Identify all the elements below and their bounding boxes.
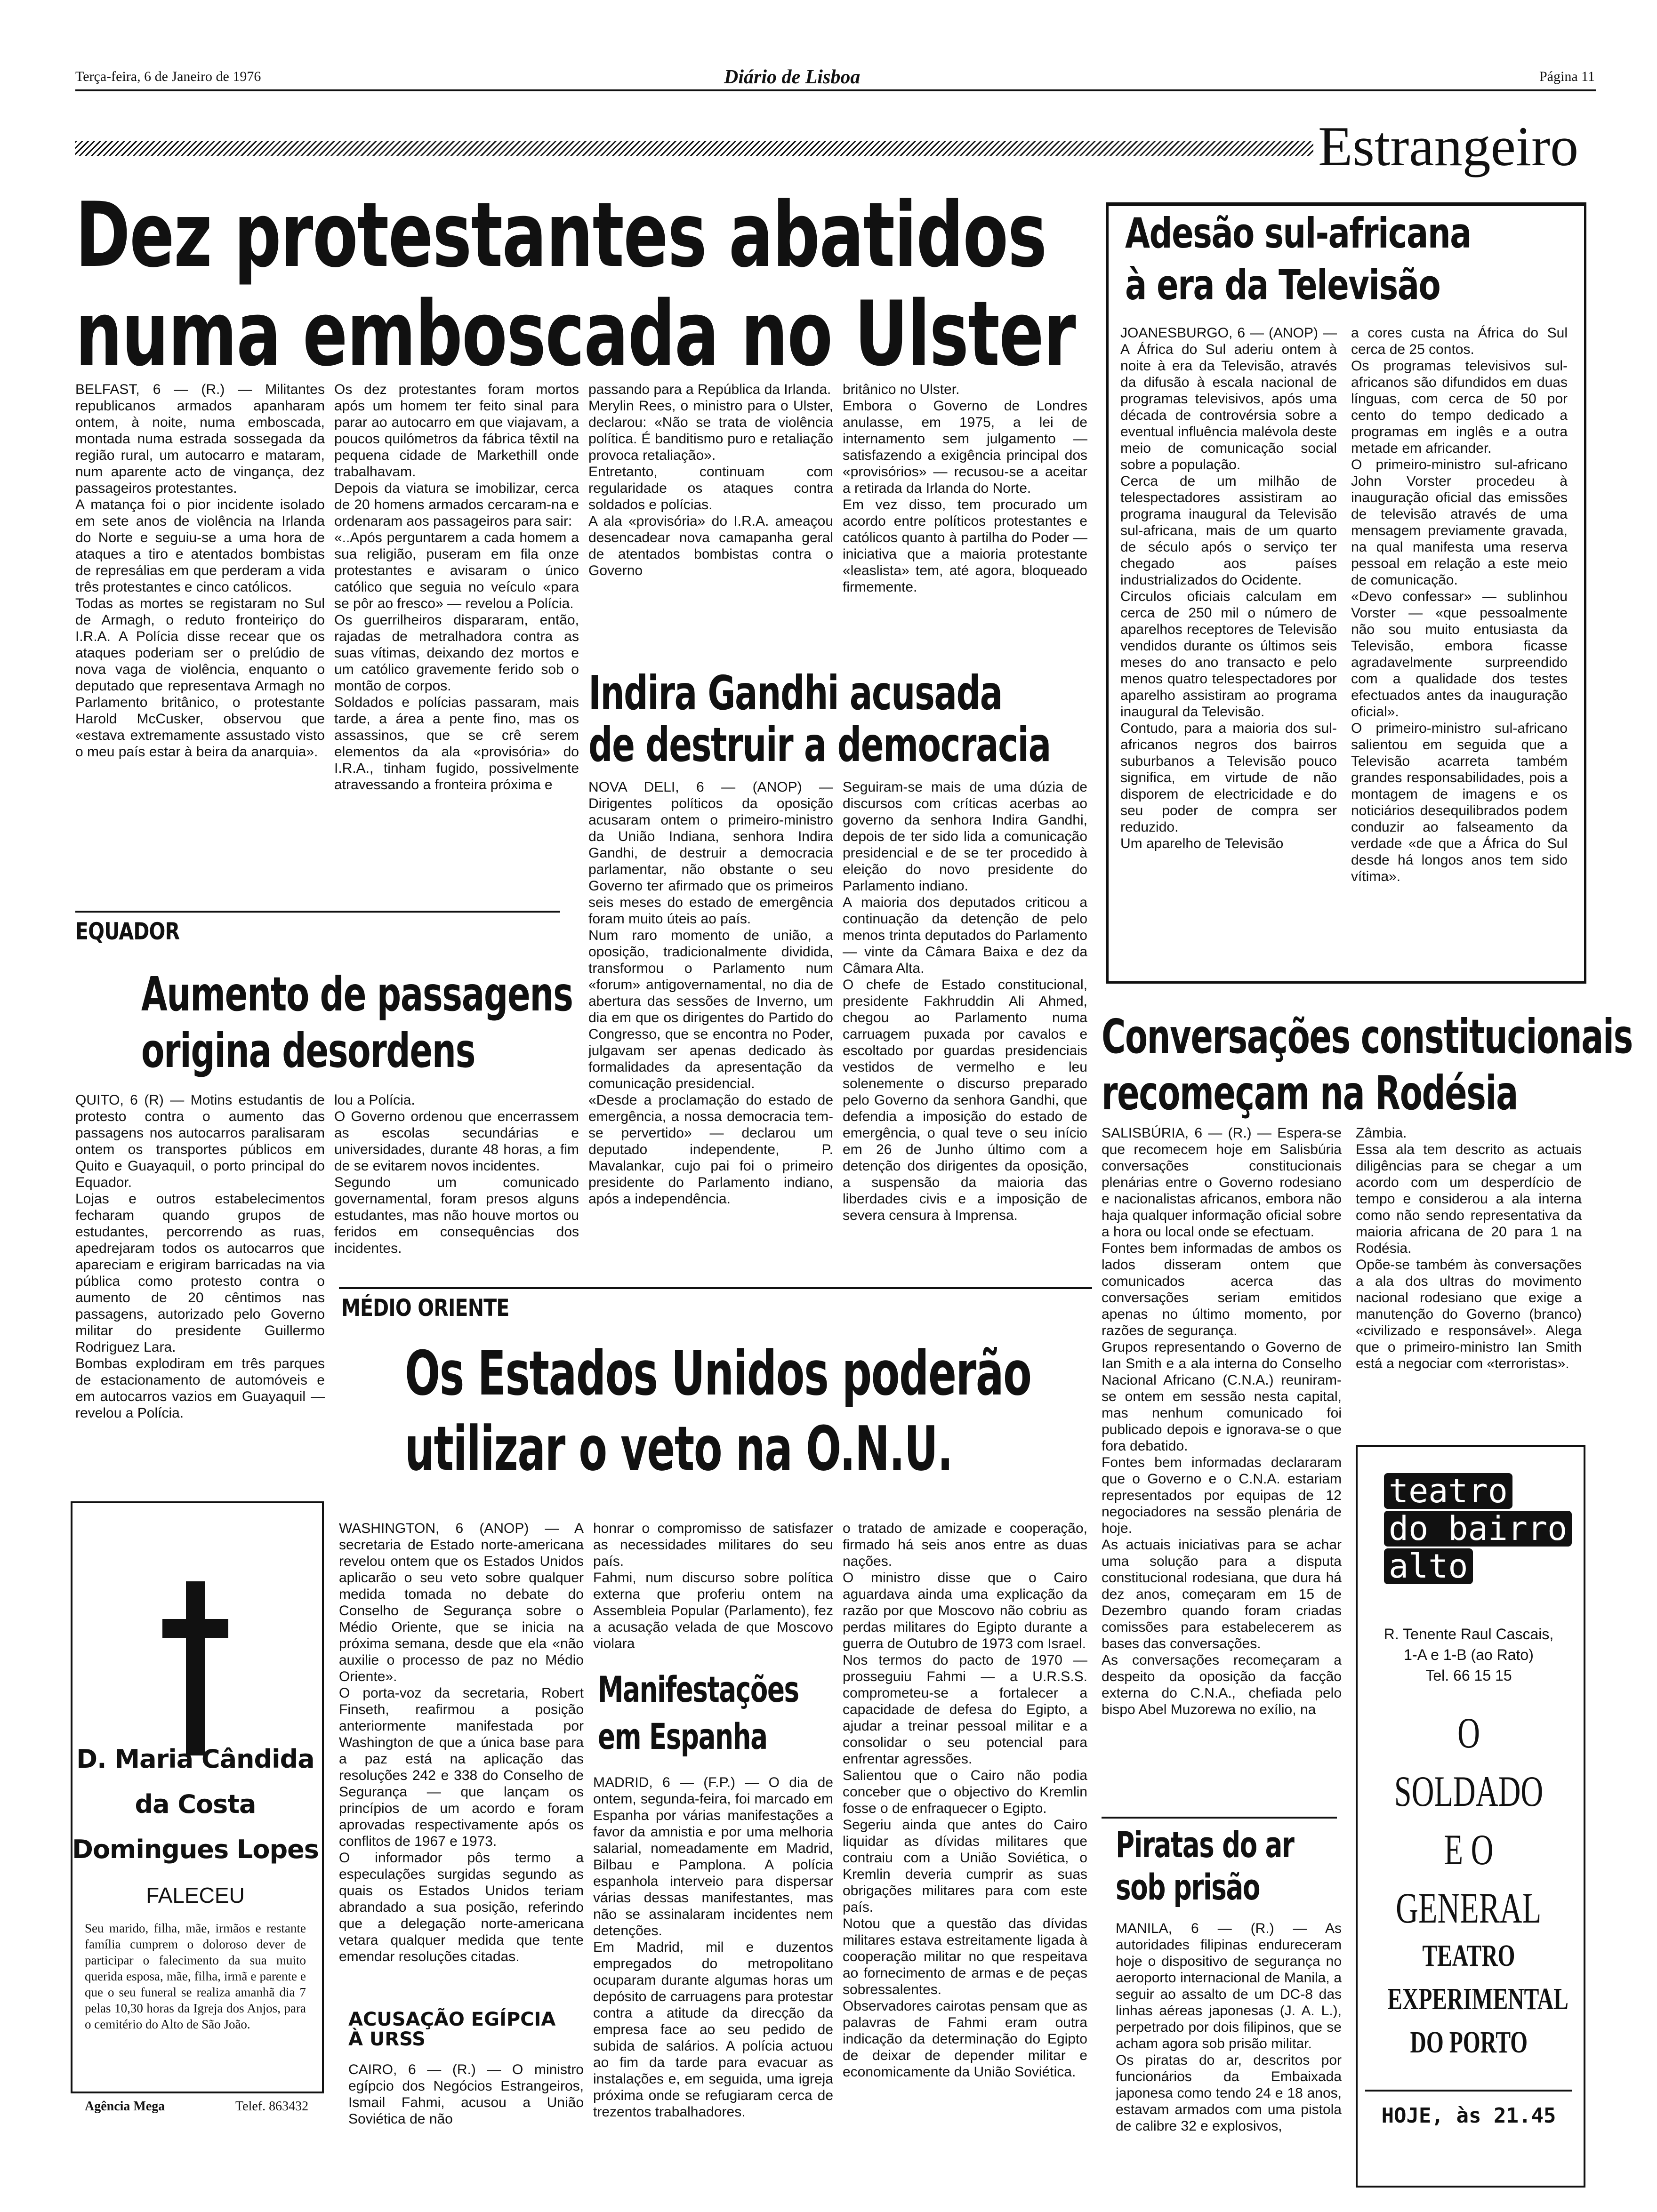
rhodesia-article-col1: SALISBÚRIA, 6 — (R.) — Espera-se que recomecem hoje em Salisbúria conversações constitucionais plenárias entre o Governo rodesiano e nacionalistas africanos, embora não haja qualquer informação oficial sobre a hora ou local onde se efectuam. Fontes bem informadas de ambos os lados disseram ontem que comunicados acerca das conversações seriam emitidos apenas no último momento, por razões de segurança. Grupos representando o Governo de Ian Smith e a ala interna do Conselho Nacional Africano (C.N.A.) reuniram-se ontem em sessão nesta capital, mas nenhum comunicado foi publicado depois e ignorava-se o que fora debatido. Fontes bem informadas declararam que o Governo e o C.N.A. estariam representados por equipas de 12 negociadores na sessão plenária de hoje. As actuais iniciativas para se achar uma solução para a disputa constitucional rodesiana, que dura há dez anos, começaram em 15 de Dezembro quando foram criadas comissões para estabelecerem as bases das conversações. As conversações recomeçaram a despeito da oposição da facção externa do C.N.A., chefiada pelo bispo Abel Muzorewa no exílio, na	[1102, 1125, 1342, 1717]
rhodesia-headline-line1: Conversações constitucionais	[1102, 1009, 1633, 1064]
pirates-headline-line1: Piratas do ar	[1116, 1824, 1294, 1866]
main-headline-line2: numa emboscada no Ulster	[75, 282, 1076, 386]
ecuador-top-rule	[75, 911, 560, 913]
main-article-col2: Os dez protestantes foram mortos após um homem ter feito sinal para parar ao autocarro em que viajavam, a poucos quilómetros da fábrica têxtil na pequena cidade de Markethill onde trabalhavam. Depois da viatura se imobilizar, cerca de 20 homens armados cercaram-na e ordenaram aos passageiros para sair: «..Após perguntarem a cada homem a sua religião, puseram em fila onze protestantes e avisaram o único católico que seguia no veículo «para se pôr ao fresco» — revelou a Polícia. Os guerrilheiros dispararam, então, rajadas de metralhadora contra as suas vítimas, deixando dez mortos e um católico gravemente ferido sob o montão de corpos. Soldados e polícias passaram, mais tarde, a área a pente fino, mas os assassinos, que se crê serem elementos da ala «provisória» do I.R.A., tinham fugido, possivelmente atravessando a fronteira próxima e	[334, 382, 579, 793]
theatre-address	[1356, 1624, 1582, 1686]
egypt-headline	[348, 2010, 555, 2049]
obituary-name	[71, 1737, 320, 1872]
main-headline	[75, 183, 1064, 287]
pirates-article-col1: MANILA, 6 — (R.) — As autoridades filipinas endureceram hoje o dispositivo de segurança no aeroporto internacional de Manila, a seguir ao assalto de um DC-8 das linhas aéreas japonesas (J. A. L.), perpetrado por dois filipinos, que se acham agora sob prisão militar. Os piratas do ar, descritos por funcionários da Embaixada japonesa como tendo 24 e 18 anos, estavam armados com uma pistola de calibre 32 e explosivos,	[1116, 1921, 1342, 2134]
africa-article-col2: a cores custa na África do Sul cerca de 25 contos. Os programas televisivos sul-africanos são difundidos em duas línguas, com cerca de 50 por cento do tempo dedicado a programas em inglês e a outra metade em africander. O primeiro-ministro sul-africano John Vorster procedeu à inauguração oficial das emissões de televisão através de uma mensagem previamente gravada, na qual manifesta uma reserva pessoal em relação a este meio de comunicação. «Devo confessar» — sublinhou Vorster — «que pessoalmente não sou muito entusiasta da Televisão, embora ficasse agradavelmente surpreendido com a qualidade dos testes efectuados antes da inauguração oficial». O primeiro-ministro sul-africano salientou em seguida que a Televisão acarreta também grandes responsabilidades, pois a montagem de imagens e os noticiários desequilibrados podem conduzir ao falseamento da verdade «de que a África do Sul desde há longos anos tem sido vítima».	[1351, 325, 1568, 884]
header-rule	[75, 89, 1596, 91]
theatre-play-line3: GENERAL	[1396, 1884, 1542, 1932]
theatre-showtime-rule	[1365, 2090, 1572, 2092]
rhodesia-headline-line2: recomeçam na Rodésia	[1102, 1066, 1518, 1121]
theatre-play-line2: E O	[1444, 1826, 1494, 1874]
rhodesia-article-col2: Zâmbia. Essa ala tem descrito as actuais diligências para se chegar a um acordo com um desperdício de tempo e considerou a ala interna como não sendo representativa da maioria africana de 20 para 1 na Rodésia. Opõe-se também às conversações a ala dos ultras do movimento nacional rodesiano que exige a manutenção do Governo (branco) «civilizado e responsável». Alega que o primeiro-ministro Ian Smith está a negociar com «terroristas».	[1356, 1125, 1582, 1371]
ecuador-headline-line2: origina desordens	[141, 1023, 475, 1078]
theatre-logo-line1: teatro	[1384, 1473, 1512, 1509]
spain-headline-line2: em Espanha	[598, 1715, 767, 1757]
theatre-company-line2: EXPERIMENTAL	[1387, 1982, 1569, 2016]
india-article-col1: NOVA DELI, 6 — (ANOP) — Dirigentes políticos da oposição acusaram ontem o primeiro-ministro da União Indiana, senhora Indira Gandhi, de destruir a democracia parlamentar, não obstante o seu Governo ter afirmado que os primeiros seis meses do estado de emergência foram muito úteis ao país. Num raro momento de união, a oposição, tradicionalmente dividida, transformou o Parlamento num «forum» antigovernamental, no dia de abertura das sessões de Inverno, um dia em que os dirigentes do Partido do Congresso, que se encontra no Poder, julgavam ser apenas dedicado às formalidades da apresentação da comunicação presidencial. «Desde a proclamação do estado de emergência, a nossa democracia tem-se pervertido» — declarou um deputado independente, P. Mavalankar, cujo pai foi o primeiro presidente do Parlamento indiano, após a independência.	[588, 779, 833, 1207]
obituary-agency: Agência Mega	[85, 2099, 165, 2114]
main-article-col3: passando para a República da Irlanda. Merylin Rees, o ministro para o Ulster, declarou: «Não se trata de violência política. É banditismo puro e retaliação provoca retaliação». Entretanto, continuam com regularidade os ataques contra soldados e polícias. A ala «provisória» do I.R.A. ameaçou desencadear nova camapanha geral de atentados bombistas contra o Governo	[588, 382, 833, 578]
pirates-headline-line2: sob prisão	[1116, 1866, 1260, 1908]
obituary-text: Seu marido, filha, mãe, irmãos e restante família cumprem o doloroso dever de participar o falecimento da sua muito querida esposa, mãe, filha, irmã e parente e que o seu funeral se realiza amanhã dia 7 pelas 10,30 horas da Igreja dos Anjos, para o cemitério do Alto de São João.	[85, 1921, 306, 2031]
section-hatch-bar	[75, 141, 1313, 156]
theatre-phone: Tel. 66 15 15	[1425, 1667, 1512, 1684]
africa-article-col1: JOANESBURGO, 6 — (ANOP) — A África do Sul aderiu ontem à noite à era da Televisão, através da difusão à escala nacional de programas televisivos, após uma década de controvérsia sobre a eventual influência malévola deste meio de comunicação social sobre a população. Cerca de um milhão de telespectadores assistiram ao programa inaugural da Televisão sul-africana, mais de um quarto de século após o serviço ter chegado aos países industrializados do Ocidente. Circulos oficiais calculam em cerca de 250 mil o número de aparelhos receptores de Televisão vendidos durante os últimos seis meses do ano transacto e pelo menos quatro telespectadores por aparelho assistiram ao programa inaugural da Televisão. Contudo, para a maioria dos sul-africanos negros dos bairros suburbanos a Televisão pouco significa, em virtude de não disporem de electricidade e do seu poder de compra ser reduzido. Um aparelho de Televisão	[1120, 325, 1337, 851]
africa-headline-line1: Adesão sul-africana	[1125, 209, 1471, 257]
section-title: Estrangeiro	[1318, 115, 1579, 177]
masthead: Diário de Lisboa	[720, 66, 864, 88]
main-article-col1: BELFAST, 6 — (R.) — Militantes republicanos armados apanharam ontem, à noite, numa emboscada, montada numa estrada sossegada da região rural, um autocarro e mataram, num aparente acto de vingança, dez passageiros protestantes. A matança foi o pior incidente isolado em sete anos de violência na Irlanda do Norte e seguiu-se a uma hora de ataques a tiro e atentados bombistas de represálias em que perderam a vida três protestantes e cinco católicos. Todas as mortes se registaram no Sul de Armagh, o reduto fronteiriço do I.R.A. A Polícia disse recear que os ataques poderiam ser o prelúdio de nova vaga de violência, enquanto o deputado que representava Armagh no Parlamento britânico, o protestante Harold McCusker, observou que «estava extremamente assustado visto o meu país estar à beira da anarquia».	[75, 382, 325, 760]
pirates-top-rule	[1102, 1817, 1337, 1819]
theatre-logo-line2: do bairro	[1384, 1511, 1572, 1547]
india-article-col2: Seguiram-se mais de uma dúzia de discursos com críticas acerbas ao governo da senhora Indira Gandhi, depois de ter sido lida a comunicação presidencial e de se ter procedido à eleição do novo presidente do Parlamento indiano. A maioria dos deputados criticou a continuação da detenção de pelo menos trinta deputados do Parlamento — vinte da Câmara Baixa e dez da Câmara Alta. O chefe de Estado constitucional, presidente Fakhruddin Ali Ahmed, chegou ao Parlamento numa carruagem puxada por cavalos e escoltado por guardas presidenciais vestidos de vermelho e leu solenemente o discurso preparado pelo Governo da senhora Gandhi, que defendia a imposição do estado de emergência, o qual teve o seu início em 26 de Junho último com a detenção dos dirigentes da oposição, a suspensão da maioria das liberdades civis e a imposição de severa censura à Imprensa.	[843, 779, 1087, 1223]
main-article-col4: britânico no Ulster. Embora o Governo de Londres anulasse, em 1975, a lei de internamento sem julgamento — satisfazendo a exigência principal dos «provisórios» — recusou-se a aceitar a retirada da Irlanda do Norte. Em vez disso, tem procurado um acordo entre políticos protestantes e católicos quanto à partilha do Poder — iniciativa que a maioria protestante «leaslista» tem, até agora, bloqueado firmemente.	[843, 382, 1087, 595]
egypt-headline-line1: ACUSAÇÃO EGÍPCIA	[348, 2009, 556, 2030]
main-headline-2	[75, 282, 1076, 386]
egypt-headline-line2: À URSS	[348, 2028, 426, 2050]
main-headline-line1: Dez protestantes abatidos	[75, 183, 1046, 287]
page-number: Página 11	[1539, 69, 1595, 84]
ecuador-article-col2: lou a Polícia. O Governo ordenou que encerrassem as escolas secundárias e universidades, durante 48 horas, a fim de se evitarem novos incidentes. Segundo um comunicado governamental, foram presos alguns estudantes, mas não houve mortos ou feridos em consequências dos incidentes.	[334, 1092, 579, 1256]
theatre-company-line3: DO PORTO	[1410, 2025, 1528, 2060]
theatre-company	[1356, 1934, 1582, 2064]
mideast-label: MÉDIO ORIENTE	[341, 1294, 509, 1322]
theatre-logo-line3: alto	[1384, 1548, 1473, 1584]
obituary-name-line1: D. Maria Cândida	[76, 1744, 314, 1774]
india-headline-line1: Indira Gandhi acusada	[588, 665, 1002, 721]
header-date: Terça-feira, 6 de Janeiro de 1976	[75, 69, 261, 84]
obituary-status: FALECEU	[146, 1883, 245, 1907]
mideast-top-rule	[339, 1287, 1092, 1289]
cross-icon	[162, 1581, 228, 1755]
theatre-address-line2: 1-A e 1-B (ao Rato)	[1404, 1646, 1534, 1663]
theatre-play-line1: O SOLDADO	[1394, 1709, 1544, 1815]
ecuador-article-col1: QUITO, 6 (R) — Motins estudantis de protesto contra o aumento das passagens nos autocarros paralisaram ontem os transportes públicos em Quito e Guayaquil, o porto principal do Equador. Lojas e outros estabelecimentos fecharam quando grupos de estudantes, percorrendo as ruas, apedrejaram todos os autocarros que apareciam e erigiram barricadas na via pública como protesto contra o aumento de 20 cêntimos nas passagens, autorizado pelo Governo militar do presidente Guillermo Rodriguez Lara. Bombas explodiram em três parques de estacionamento de automóveis e em autocarros vazios em Guayaquil — revelou a Polícia.	[75, 1092, 325, 1421]
india-headline-line2: de destruir a democracia	[588, 717, 1051, 772]
mideast-article-col3: o tratado de amizade e cooperação, firmado há seis anos entre as duas nações. O ministro disse que o Cairo aguardava ainda uma explicação da razão por que Moscovo não cobriu as perdas militares do Egipto durante a guerra de Outubro de 1973 com Israel. Nos termos do pacto de 1970 — prosseguiu Fahmi — a U.R.S.S. comprometeu-se a fortalecer a capacidade de defesa do Egipto, a ajudar a treinar pessoal militar e a consolidar o seu potencial para enfrentar agressões. Salientou que o Cairo não podia conceber que o objectivo do Kremlin fosse o de enfraquecer o Egipto. Segeriu ainda que antes do Cairo liquidar as dívidas militares que contraiu com a União Soviética, o Kremlin deveria cumprir as suas obrigações militares para com este país. Notou que a questão das dívidas militares estava estreitamente ligada à cooperação militar no que respeitava ao fornecimento de armas e de peças sobressalentes. Observadores cairotas pensam que as palavras de Fahmi eram outra indicação da determinação do Egipto de deixar de depender militar e economicamente da União Soviética.	[843, 1521, 1087, 2080]
africa-headline-line2: à era da Televisão	[1125, 261, 1440, 309]
theatre-company-line1: TEATRO	[1422, 1939, 1515, 1973]
mideast-headline-line1: Os Estados Unidos poderão	[405, 1338, 1031, 1409]
obituary-name-line2: da Costa	[135, 1789, 256, 1819]
africa-box-inner-top	[1109, 205, 1584, 206]
spain-article-col1: MADRID, 6 — (F.P.) — O dia de ontem, segunda-feira, foi marcado em Espanha por várias manifestações a favor da amnistia e por uma melhoria salarial, nomeadamente em Madrid, Bilbau e Pamplona. A polícia espanhola interveio para dispersar várias dessas manifestantes, mas não se assinalaram incidentes nem detenções. Em Madrid, mil e duzentos empregados do metropolitano ocuparam durante algumas horas um depósito de carruagens para protestar contra a atitude da direcção da empresa face ao seu pedido de subida de salários. A polícia actuou ao fim da tarde para evacuar as instalações e, em seguida, uma igreja próxima onde se refugiaram cerca de trezentos trabalhadores.	[593, 1775, 833, 2120]
theatre-logo	[1384, 1473, 1572, 1584]
mideast-headline-line2: utilizar o veto na O.N.U.	[405, 1413, 953, 1484]
obituary-name-line3: Domingues Lopes	[72, 1835, 319, 1864]
ecuador-headline-line1: Aumento de passagens	[141, 967, 573, 1022]
ecuador-label: EQUADOR	[75, 918, 180, 945]
theatre-address-line1: R. Tenente Raul Cascais,	[1384, 1626, 1554, 1643]
obituary-phone: Telef. 863432	[235, 2099, 309, 2114]
mideast-article-col2: honrar o compromisso de satisfazer as necessidades militares do seu país. Fahmi, num discurso sobre política externa que proferiu ontem na Assembleia Popular (Parlamento), fez a acusação velada de que Moscovo violara	[593, 1521, 833, 1651]
mideast-article-col1: WASHINGTON, 6 (ANOP) — A secretaria de Estado norte-americana revelou ontem que os Estados Unidos aplicarão o seu veto sobre qualquer medida tomada no debate do Conselho de Segurança sobre o Médio Oriente, que se inicia na próxima semana, desde que ela «não auxilie o processo de paz no Médio Oriente». O porta-voz da secretaria, Robert Finseth, reafirmou a posição anteriormente manifestada por Washington de que a única base para a paz está na aplicação das resoluções 242 e 338 do Conselho de Segurança — que lançam os princípios de um acordo e foram aprovadas respectivamente após os conflitos de 1967 e 1973. O informador pôs termo a especulações surgidas segundo as quais os Estados Unidos teriam abrandado a sua posição, referindo que a delegação norte-americana vetara qualquer medida que tente emendar resoluções citadas.	[339, 1521, 584, 1964]
theatre-showtime: HOJE, às 21.45	[1381, 2104, 1556, 2128]
egypt-article-col1: CAIRO, 6 — (R.) — O ministro egípcio dos Negócios Estrangeiros, Ismail Fahmi, acusou a União Soviética de não	[348, 2062, 584, 2127]
spain-headline-line1: Manifestações	[598, 1668, 799, 1710]
theatre-play	[1356, 1704, 1582, 1937]
